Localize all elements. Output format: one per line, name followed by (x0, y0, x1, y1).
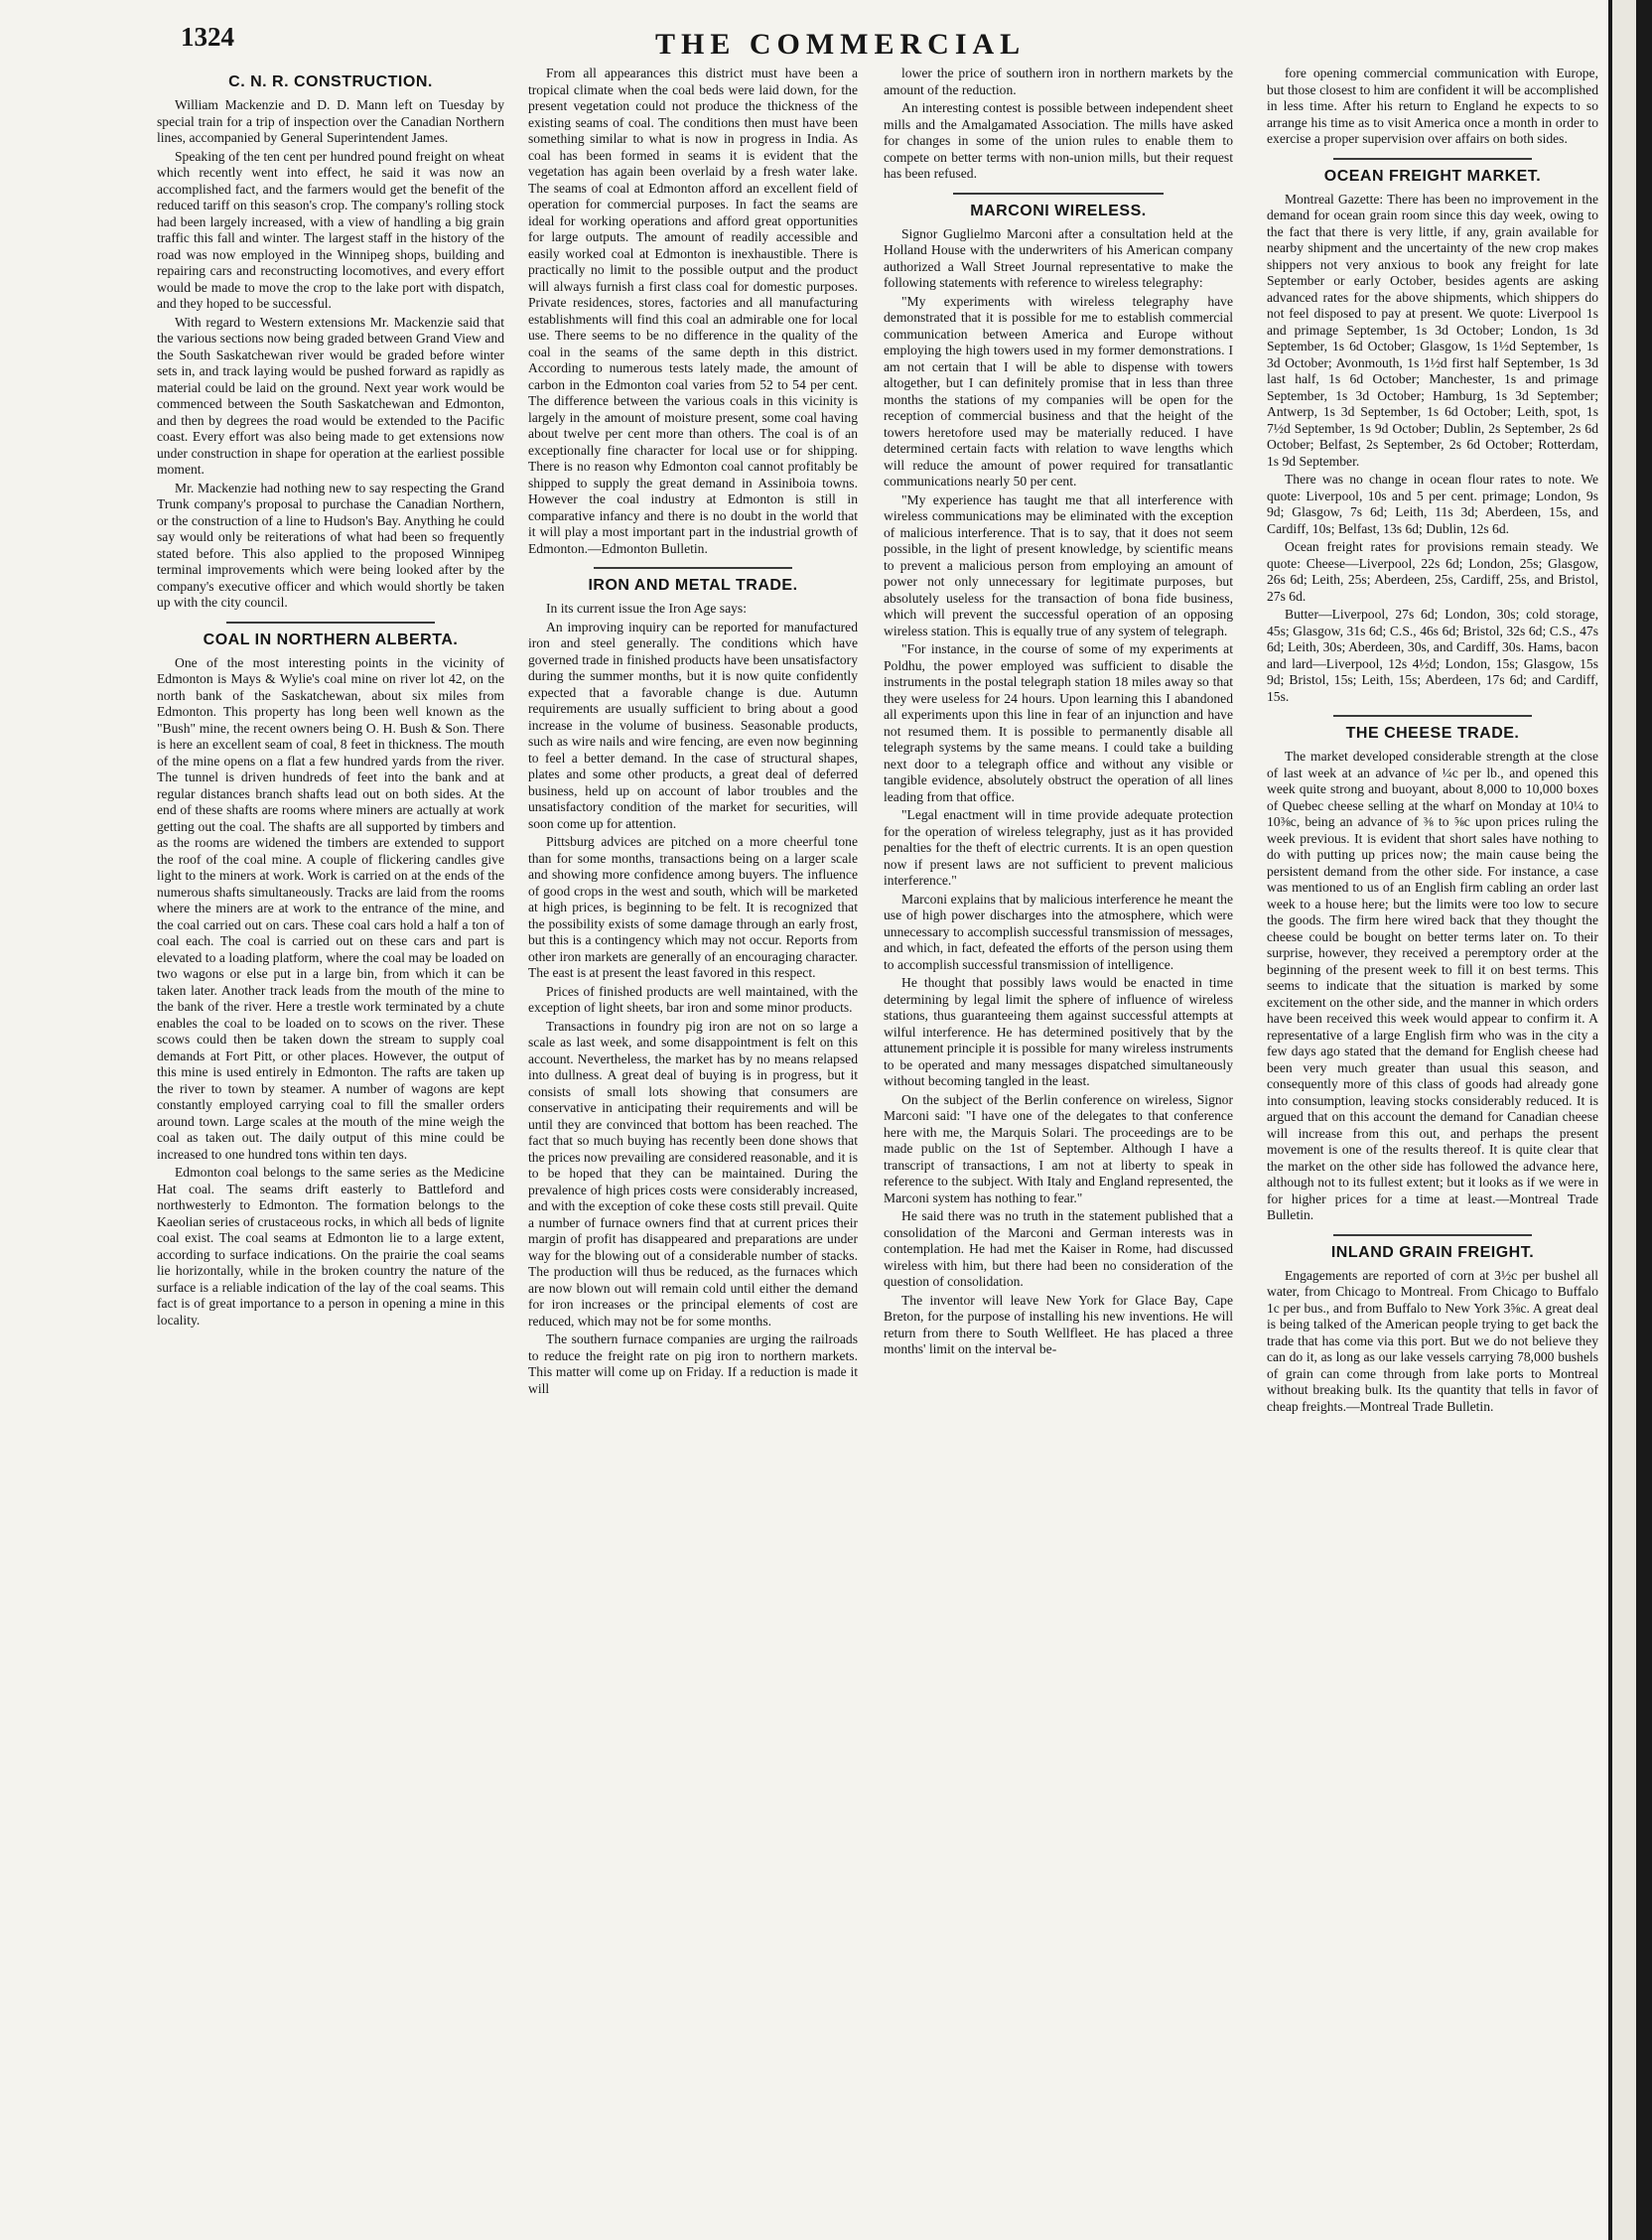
article-paragraph: One of the most interesting points in the vicinity of Edmonton is Mays & Wylie's coal mine on river lot 42, on the north bank of the Saskatchewan, about six miles from Edmonton. This property has long been well known as the "Bush" mine, the recent owners being O. H. Bush & Son. There is here an excellent seam of coal, 8 feet in thickness. The mouth of the mine opens on a flat a few hundred yards from the river. The tunnel is driven hundreds of feet into the bank and at regular distances branch shafts lead out on both sides. At the end of these shafts are rooms where miners are actually at work getting out the coal. The shafts are all supported by timbers and as the rooms are widened the timbers are extended to support the roof of the coal mine. A couple of flickering candles give light to the miners at work. Work is carried on at the ends of the numerous shafts simultaneously. Tracks are laid from the rooms where the miners are at work to the entrance of the mine, and the coal carried out on cars. These coal cars hold a half a ton of coal each. The coal is carried out on these cars and part is elevated to a loading platform, where the coal may be loaded on two wagons or else put in a large bin, from which it can be taken later. Another track leads from the mouth of the mine to the bank of the river. Here a trestle work terminated by a chute enables the coal to be loaded on to scows on the river. These scows could then be taken down the stream to supply coal demands at Fort Pitt, or other places. However, the output of this mine is used entirely in Edmonton. The rafts are taken up the river to town by steamer. A number of wagons are kept constantly employed carrying coal to fill the smaller orders around town. Large scales at the mouth of the mine weigh the coal as taken out. The daily output of this mine could be increased to one hundred tons within ten days. (157, 654, 504, 1162)
section-divider (1333, 715, 1532, 717)
article-paragraph: "My experience has taught me that all interference with wireless communications may be eliminated with the exception of malicious interference. That is to say, that it does not seem possible, in the light of present knowledge, by scientific means to prevent a malicious person from employing an amount of power not only unnecessary for legitimate purposes, but absolutely useless for the transaction of bona fide business, which will prevent the successful operation of an opposing wireless station. This is equally true of any system of telegraph. (884, 491, 1233, 638)
article-paragraph: Mr. Mackenzie had nothing new to say respecting the Grand Trunk company's proposal to purchase the Canadian Northern, or the construction of a line to Hudson's Bay. Anything he could say would only be reiterations of what had been so frequently stated before. This also applied to the proposed Winnipeg terminal improvements which were being looked after by the company's executive officer and which would shortly be taken up with the city council. (157, 480, 504, 610)
article-paragraph: On the subject of the Berlin conference on wireless, Signor Marconi said: "I have one of the delegates to that conference here with me, the Marquis Solari. The proceedings are to be made public on the 1st of September. Although I have a transcript of transactions, I am not at liberty to speak in reference to the subject. With Italy and England represented, the Marconi system has nothing to fear." (884, 1091, 1233, 1205)
column-4 (1267, 66, 1598, 2210)
article-paragraph: The southern furnace companies are urging the railroads to reduce the freight rate on pig iron to northern markets. This matter will come up on Friday. If a reduction is made it will (528, 1331, 858, 1396)
article-paragraph: "For instance, in the course of some of my experiments at Poldhu, the power employed was sufficient to disable the instruments in the postal telegraph station 18 miles away so that they were useless for 24 hours. Upon learning this I abandoned all experiments upon this line in fear of an injunction and have not resumed them. It is possible to permanently disable all telegraph systems by the same means. I could take a building next door to a telegraph office and without any visible or tangible evidence, absolutely obstruct the operation of all lines leading from that office. (884, 641, 1233, 804)
article-paragraph: With regard to Western extensions Mr. Mackenzie said that the various sections now being graded between Grand View and the South Saskatchewan river would be graded before winter sets in, and track laying would be pushed forward as rapidly as material could be laid on the ground. Next year work would be commenced between the South Saskatchewan and Edmonton, and then by degrees the road would be extended to the Pacific coast. Every effort was also being made to get extensions now under construction in shape for operation at the earliest possible moment. (157, 314, 504, 477)
section-divider (226, 622, 435, 624)
article-paragraph: Ocean freight rates for provisions remain steady. We quote: Cheese—Liverpool, 22s 6d; London, 25s; Glasgow, 26s 6d; Leith, 25s; Aberdeen, 25s, Cardiff, 25s, and Bristol, 27s 6d. (1267, 539, 1598, 604)
article-paragraph: Transactions in foundry pig iron are not on so large a scale as last week, and some disappointment is felt on this account. Nevertheless, the market has by no means relapsed into dullness. A great deal of buying is in progress, but it consists of small lots showing that consumers are conservative in anticipating their requirements and will be until they are convinced that bottom has been reached. The fact that so much buying has recently been done shows that the prices now prevailing are considered reasonable, and it is to be hoped that they can be maintained. During the prevalence of high prices costs were considerably increased, and with the exception of coke these costs still prevail. Quite a number of furnace owners find that at current prices their margin of profit has disappeared and preparations are under way for the blowing out of a considerable number of stacks. The production will thus be reduced, as the furnaces which are now blown out will remain cold until either the demand for iron increases or the principal elements of cost are reduced, which may not be for some months. (528, 1018, 858, 1329)
article-headline: THE CHEESE TRADE. (1345, 725, 1520, 742)
article-headline: C. N. R. CONSTRUCTION. (228, 73, 433, 90)
section-divider (594, 567, 791, 569)
article-paragraph: Signor Guglielmo Marconi after a consultation held at the Holland House with the underwriters of his American company authorized a Wall Street Journal representative to make the following statements with reference to wireless telegraphy: (884, 225, 1233, 290)
article-paragraph: Edmonton coal belongs to the same series as the Medicine Hat coal. The seams drift easterly to Battleford and northwesterly to Edmonton. The formation belongs to the Kaeolian series of crustaceous rocks, in which all beds of lignite coal exist. The coal seams at Edmonton lie to a large extent, according to surface indications. On the prairie the coal seams lie horizontally, while in the broken country the nature of the surface is a reliable indication of the lay of the coal seams. This fact is of great importance to a person in opening a mine in this locality. (157, 1165, 504, 1328)
publication-title: THE COMMERCIAL (655, 28, 1027, 61)
article-paragraph: An improving inquiry can be reported for manufactured iron and steel generally. The conditions which have governed trade in finished products have been unsatisfactory during the summer months, but it is now quite confidently expected that a favorable change is due. Autumn requirements are usually sufficient to bring about a good increase in the volume of business. Seasonable products, such as wire nails and wire fencing, are even now beginning to feel a better demand. In the case of structural shapes, plates and some other products, a great deal of deferred business, held up on account of labor troubles and the unsatisfactory condition of the market for securities, will soon come up for attention. (528, 619, 858, 831)
article-paragraph: "Legal enactment will in time provide adequate protection for the operation of wireless telegraphy, just as it has provided penalties for the theft of electric currents. It is an open question now if present laws are not sufficient to prevent malicious interference." (884, 807, 1233, 888)
article-paragraph: Montreal Gazette: There has been no improvement in the demand for ocean grain room since this day week, owing to the fact that there is very little, if any, grain available for nearby shipment and the uncertainty of the new crop makes shippers not very anxious to book any freight for late September or early October, besides agents are asking advanced rates for the above shipments, which shippers do not feel disposed to pay at present. We quote: Liverpool 1s and primage September, 1s 3d October; London, 1s 3d September, 1s 6d October; Glasgow, 1s 1½d September, 1s 3d October; Avonmouth, 1s 1½d first half September, 1s 3d last half, 1s 6d October; Manchester, 1s and primage September, 1s 3d October; Hamburg, 1s 3d September; Antwerp, 1s 3d September, 1s 6d October; Leith, spot, 1s 7½d September, 1s 9d October; Dublin, 2s September, 2s 6d October; Belfast, 2s September, 2s 6d October; Rotterdam, 1s 9d September. (1267, 191, 1598, 469)
article-paragraph: The market developed considerable strength at the close of last week at an advance of ¼c per lb., and opened this week quite strong and buoyant, about 8,000 to 10,000 boxes of Quebec cheese selling at the wharf on Monday at 10¼ to 10⅜c, being an advance of ⅜ to ⅝c upon prices ruling the week previous. It is evident that short sales have nothing to do with putting up prices now; the main cause being the persistent demand from the other side. For instance, a case was mentioned to us of an English firm cabling an order last week to a house here; but the limits were too low to secure the goods. The firm here wired back that they thought the cheese could be bought on better terms later on. To their surprise, however, they received a peremptory order at the beginning of the present week to fill it on best terms. This seems to indicate that the situation is marked by some excitement on the other side, and the manner in which orders have been received this week would appear to confirm it. A representative of a large English firm who was in the city a few days ago stated that the demand for English cheese had been very much greater than usual this season, and consequently more of this class of goods had already gone into consumption, leaving stocks considerably reduced. It is argued that on this account the demand for Canadian cheese will increase from this out, and perhaps the present movement is one of the results thereof. It is quite clear that the market on the other side has followed the advance here, although not to its fullest extent; but it looks as if we were in for higher prices for a time at least.—Montreal Trade Bulletin. (1267, 749, 1598, 1222)
section-divider (1333, 1234, 1532, 1236)
article-paragraph: He thought that possibly laws would be enacted in time determining by legal limit the sphere of influence of wireless stations, thus guaranteeing them against successful attempts at wilful interference. He has determined positively that by the attunement principle it is possible for many wireless instruments to be operated and many messages dispatched simultaneously without becoming tangled in the least. (884, 975, 1233, 1088)
article-paragraph: In its current issue the Iron Age says: (546, 601, 747, 616)
article-headline: OCEAN FREIGHT MARKET. (1323, 167, 1542, 185)
article-headline: MARCONI WIRELESS. (970, 202, 1147, 219)
article-headline: COAL IN NORTHERN ALBERTA. (203, 630, 459, 648)
article-paragraph: Butter—Liverpool, 27s 6d; London, 30s; cold storage, 45s; Glasgow, 31s 6d; C.S., 46s 6d; Bristol, 32s 6d; C.S., 47s 6d; Leith, 30s; Aberdeen, 30s, and Cardiff, 30s. Hams, bacon and lard—Liverpool, 12s 4½d; London, 15s; Glasgow, 15s 9d; Bristol, 15s; Leith, 15s; Aberdeen, 17s 6d; and Cardiff, 15s. (1267, 607, 1598, 704)
column-2 (528, 66, 858, 2210)
article-paragraph: There was no change in ocean flour rates to note. We quote: Liverpool, 10s and 5 per cent. primage; London, 9s 9d; Glasgow, 7s 6d; Leith, 11s 3d; Aberdeen, 15s, and Cardiff, 10s; Belfast, 13s 6d; Dublin, 12s 6d. (1267, 472, 1598, 536)
article-headline: INLAND GRAIN FREIGHT. (1330, 1243, 1535, 1261)
article-paragraph: Marconi explains that by malicious interference he meant the use of high power discharges into the atmosphere, which were unnecessary to accomplish successful transmission of messages, and which, in fact, defeated the efforts of the person using them to accomplish successful transmission of intelligence. (884, 891, 1233, 972)
article-paragraph: lower the price of southern iron in northern markets by the amount of the reduction. (884, 66, 1233, 97)
article-paragraph: He said there was no truth in the statement published that a consolidation of the Marconi and German interests was in contemplation. He had met the Kaiser in Rome, had discussed wireless with him, but there had been no consideration of the question of consolidation. (884, 1208, 1233, 1289)
article-paragraph: Speaking of the ten cent per hundred pound freight on wheat which recently went into effect, he said it was now an accomplished fact, and the farmers would get the benefit of the reduced tariff on this season's crop. The company's rolling stock had been largely increased, with a view of handling a big grain traffic this fall and winter. The largest staff in the history of the road was now employed in the Winnipeg shops, building and repairing cars and reconstructing locomotives, and every effort would be made to move the crop to the lake port with dispatch, and they hoped to be successful. (157, 148, 504, 311)
section-divider (1333, 158, 1532, 160)
article-paragraph: The inventor will leave New York for Glace Bay, Cape Breton, for the purpose of installing his new inventions. He will return from there to South Wellfleet. He has placed a three months' limit on the interval be- (884, 1292, 1233, 1356)
adjacent-page-edge (1612, 0, 1636, 2240)
article-paragraph: "My experiments with wireless telegraphy have demonstrated that it is possible for me to establish commercial communication between America and Europe without employing the high towers used in my former demonstrations. I am not certain that I will be able to dispense with towers altogether, but I can definitely promise that in less than three months the stations of my companies will be open for the reception of commercial business and that the height of the towers heretofore used may be materially reduced. I have determined certain facts with relation to wave lengths which will reduce the amount of power required for transatlantic communications nearly 50 per cent. (884, 293, 1233, 489)
column-3 (884, 66, 1233, 2210)
article-paragraph: From all appearances this district must have been a tropical climate when the coal beds were laid down, for the present vegetation could not produce the thickness of the existing seams of coal. The conditions then must have been something similar to what is now in progress in India. As coal has been formed in seams it is evident that the vegetation has again been overlaid by a fresh water lake. The seams of coal at Edmonton afford an excellent field of operation for commercial purposes. In fact the seams are ideal for working operations and afford great opportunities for large outputs. The amount of readily accessible and easily worked coal at Edmonton is inexhaustible. There is practically no limit to the possible output and the product will always furnish a first class coal for domestic purposes. Private residences, stores, factories and all manufacturing establishments will find this coal an admirable one for local use. There seems to be no difference in the quality of the coal in the seams of the same depth in this district. According to numerous tests lately made, the amount of carbon in the Edmonton coal varies from 52 to 54 per cent. The difference between the various coals in this vicinity is largely in the amount of moisture present, some coal having about twelve per cent more than others. The coal is of an exceptionally fine character for local use or for shipping. There is no reason why Edmonton coal cannot profitably be shipped to supply the great demand in Assiniboia towns. However the coal industry at Edmonton is still in comparative infancy and there is no doubt in the world that it will play a most important part in the industrial growth of Edmonton.—Edmonton Bulletin. (528, 66, 858, 556)
article-paragraph: An interesting contest is possible between independent sheet mills and the Amalgamated Association. The mills have asked for changes in some of the union rules to enable them to compete on better terms with non-union mills, but their request has been refused. (884, 100, 1233, 181)
column-1 (157, 66, 504, 2210)
article-paragraph: fore opening commercial communication with Europe, but those closest to him are confident it will be accomplished in less time. After his return to England he expects to so arrange his time as to visit America once a month in order to exercise a proper supervision over affairs on both sides. (1267, 66, 1598, 146)
article-paragraph: Pittsburg advices are pitched on a more cheerful tone than for some months, transactions being on a larger scale and showing more confidence among buyers. The influence of good crops in the west and south, which will be marketed at high prices, is beginning to be felt. It is recognized that the possibility exists of some damage through an early frost, but this is a contingency which may not occur. Reports from other iron markets are generally of an encouraging character. The east is at present the least favored in this respect. (528, 834, 858, 980)
article-paragraph: Prices of finished products are well maintained, with the exception of light sheets, bar iron and some minor products. (528, 983, 858, 1015)
article-paragraph: William Mackenzie and D. D. Mann left on Tuesday by special train for a trip of inspection over the Canadian Northern lines, accompanied by General Superintendent James. (157, 97, 504, 145)
article-headline: IRON AND METAL TRADE. (588, 577, 798, 594)
section-divider (953, 193, 1163, 195)
article-paragraph: Engagements are reported of corn at 3½c per bushel all water, from Chicago to Montreal. From Chicago to Buffalo 1c per bus., and from Buffalo to New York 3⅝c. A great deal is being talked of the American people trying to get back the trade that has come via this port. But we do not believe they can do it, as long as our lake vessels carrying 78,000 bushels of grain can come through from lake ports to Montreal without breaking bulk. Its the quantity that tells in favor of cheap freights.—Montreal Trade Bulletin. (1267, 1267, 1598, 1414)
page-number: 1324 (181, 22, 234, 52)
